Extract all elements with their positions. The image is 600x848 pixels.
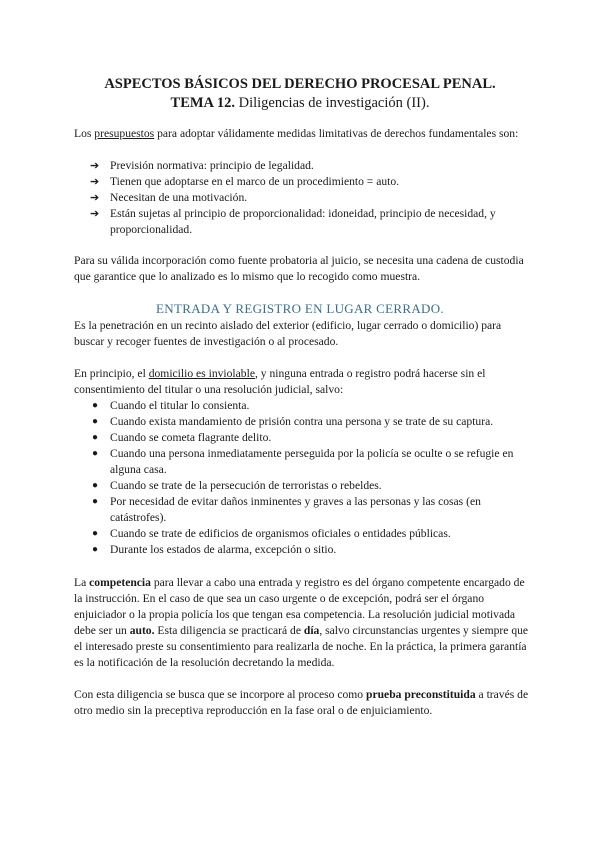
list-item-text: Cuando exista mandamiento de prisión contra una persona y se trate de su captura. [110,415,494,428]
auto-bold: auto. [129,624,155,637]
text-span: La [74,576,90,589]
list-item [90,478,530,494]
bullet-icon: ● [92,416,99,427]
text-span: Esta diligencia se practicará de [154,624,304,637]
list-item-text: Previsión normativa: principio de legalidad. [110,159,314,172]
text-span: , salvo circunstancias urgentes y siempre que el interesado preste su consentimiento para realizarla de noche. En la práctica, la primera garantía es la notificación de la resolución decretando la medida. [74,624,529,669]
list-item-text: Cuando se trate de la persecución de terroristas o rebeldes. [110,479,382,492]
list-item [90,158,530,174]
definition-paragraph: Es la penetración en un recinto aislado del exterior (edificio, lugar cerrado o domicilio) para buscar y recoger fuentes de investigación o al procesado. [74,319,502,348]
list-item [90,494,530,526]
text-span: para adoptar válidamente medidas limitativas de derechos fundamentales son: [154,127,519,140]
list-item [90,190,530,206]
bullet-icon: ● [92,432,99,443]
list-item-text: Cuando se trate de edificios de organismos oficiales o entidades públicas. [110,527,451,540]
tema-text: Diligencias de investigación (II). [234,95,430,111]
list-item [90,398,530,414]
principio-paragraph [74,366,534,398]
presupuestos-underlined: presupuestos [94,127,155,140]
list-item-text: Están sujetas al principio de proporcionalidad: idoneidad, principio de necesidad, y proporcionalidad. [110,207,496,236]
arrow-icon: ➔ [90,160,100,172]
list-item [90,526,530,542]
list-item [90,414,530,430]
tema-label: TEMA 12. [170,95,235,111]
list-item [90,206,530,238]
competencia-bold: competencia [89,576,151,589]
presupuestos-list [90,158,530,238]
inviolable-underlined: domicilio es inviolable [148,367,255,380]
document-subtitle [0,94,600,112]
list-item-text: Cuando el titular lo consienta. [110,399,250,412]
list-item-text: Tienen que adoptarse en el marco de un procedimiento = auto. [110,175,400,188]
bullet-icon: ● [92,528,99,539]
text-span: a través de otro medio sin la preceptiva reproducción en la fase oral o de enjuiciamiento. [74,688,529,717]
presupuestos-intro [74,126,534,142]
bullet-icon: ● [92,544,99,555]
text-span: Los [74,127,95,140]
text-span: Con esta diligencia se busca que se incorpore al proceso como [74,688,367,701]
bullet-icon: ● [92,480,99,491]
arrow-icon: ➔ [90,192,100,204]
text-span: En principio, el [74,367,149,380]
bullet-icon: ● [92,496,99,507]
competencia-paragraph [74,575,534,671]
bullet-icon: ● [92,448,99,459]
list-item-text: Necesitan de una motivación. [110,191,248,204]
list-item-text: Cuando una persona inmediatamente perseguida por la policía se oculte o se refugie en alguna casa. [110,447,514,476]
list-item [90,174,530,190]
prueba-paragraph [74,687,534,719]
document-title: ASPECTOS BÁSICOS DEL DERECHO PROCESAL PENAL. [104,76,496,92]
list-item-text: Por necesidad de evitar daños inminentes y graves a las personas y las cosas (en catástrofes). [110,495,481,524]
list-item [90,542,530,558]
bullet-icon: ● [92,400,99,411]
arrow-icon: ➔ [90,176,100,188]
prueba-bold: prueba preconstituida [366,688,476,701]
text-span: , y ninguna entrada o registro podrá hacerse sin el consentimiento del titular o una resolución judicial, salvo: [74,367,486,396]
list-item [90,430,530,446]
list-item-text: Durante los estados de alarma, excepción o sitio. [110,543,337,556]
custodia-paragraph: Para su válida incorporación como fuente probatoria al juicio, se necesita una cadena de custodia que garantice que lo analizado es lo mismo que lo recogido como muestra. [74,254,524,283]
list-item-text: Cuando se cometa flagrante delito. [110,431,272,444]
exceptions-list [90,398,530,558]
list-item [90,446,530,478]
section-heading: ENTRADA Y REGISTRO EN LUGAR CERRADO. [156,301,444,316]
arrow-icon: ➔ [90,208,100,220]
text-span: para llevar a cabo una entrada y registro es del órgano competente encargado de la instrucción. En el caso de que sea un caso urgente o de excepción, podrá ser el órgano enjuiciador o la propia policía los que tengan esa competencia. La resolución judicial motivada debe ser un [74,576,525,637]
dia-bold: día [303,624,320,637]
